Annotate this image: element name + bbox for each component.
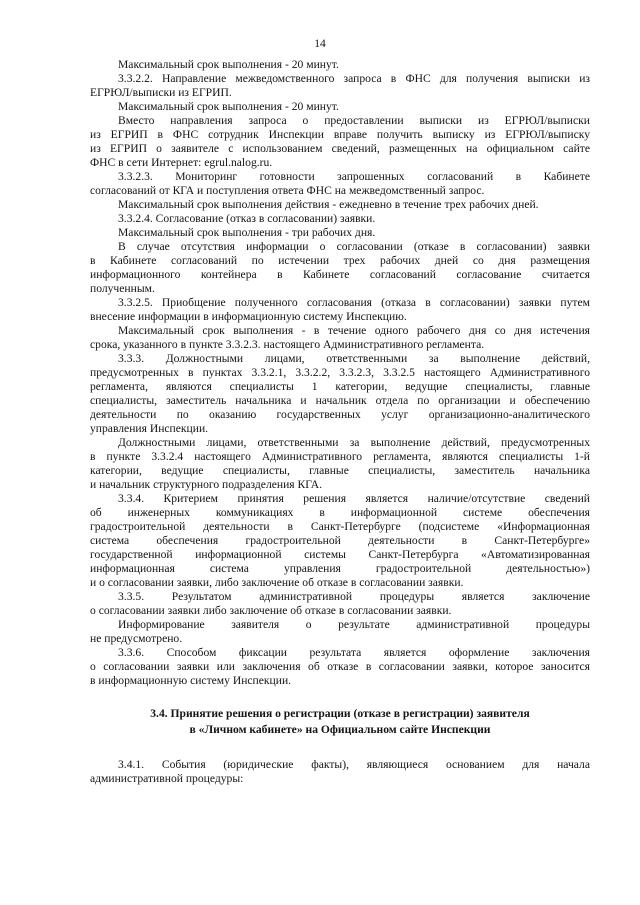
paragraph-cont: о согласовании заявки или заключения об отказе в согласовании заявки, которое заносится	[90, 660, 590, 673]
paragraph-cont: информационного контейнера в Кабинете согласований согласование считается	[90, 268, 590, 281]
paragraph: 3.3.5. Результатом административной процедуры является заключение	[118, 590, 590, 603]
paragraph: 3.3.2.3. Мониторинг готовности запрошенных согласований в Кабинете	[118, 170, 590, 183]
paragraph-cont: ЕГРЮЛ/выписки из ЕГРИП.	[90, 86, 232, 99]
paragraph-cont: и о согласовании заявки, либо заключение об отказе в согласовании заявки.	[90, 576, 464, 589]
paragraph: Вместо направления запроса о предоставлении выписки из ЕГРЮЛ/выписки	[118, 114, 590, 127]
paragraph-cont: внесение информации в информационную систему Инспекцию.	[90, 310, 407, 323]
paragraph-cont: градостроительной деятельности в Санкт-Петербурге (подсистеме «Информационная	[90, 520, 590, 533]
paragraph-cont: в информационную систему Инспекции.	[90, 674, 292, 687]
page-number: 14	[314, 37, 326, 50]
paragraph-cont: в пункте 3.3.2.4 настоящего Административного регламента, являются специалисты 1-й	[90, 450, 590, 463]
paragraph-cont: о согласовании заявки либо заключение об отказе в согласовании заявки.	[90, 604, 452, 617]
paragraph: Максимальный срок выполнения - 20 минут.	[118, 100, 339, 113]
paragraph-cont: деятельности по оказанию государственных услуг организационно-аналитического	[90, 408, 590, 421]
paragraph: Информирование заявителя о результате административной процедуры	[118, 618, 590, 631]
paragraph-cont: об инженерных коммуникациях в информационной системе обеспечения	[90, 506, 590, 519]
paragraph: Максимальный срок выполнения - 20 минут.	[118, 58, 339, 71]
paragraph-cont: специалисты, заместитель начальника и начальник отдела по организации и обеспечению	[90, 394, 590, 407]
paragraph-cont: срока, указанного в пункте 3.3.2.3. настоящего Административного регламента.	[90, 338, 485, 351]
document-body	[90, 58, 590, 786]
paragraph-cont: согласований от КГА и поступления ответа ФНС на межведомственный запрос.	[90, 184, 485, 197]
paragraph-cont: государственной информационной системы Санкт-Петербурга «Автоматизированная	[90, 548, 590, 561]
paragraph-cont: система обеспечения градостроительной деятельности в Санкт-Петербурге»	[90, 534, 590, 547]
paragraph-cont: ФНС в сети Интернет: egrul.nalog.ru.	[90, 156, 273, 169]
paragraph: 3.3.4. Критерием принятия решения является наличие/отсутствие сведений	[118, 492, 590, 505]
paragraph: Максимальный срок выполнения действия - ежедневно в течение трех рабочих дней.	[118, 198, 539, 211]
paragraph: Максимальный срок выполнения - в течение одного рабочего дня со дня истечения	[118, 324, 590, 337]
paragraph-cont: административной процедуры:	[90, 772, 244, 785]
paragraph: 3.3.6. Способом фиксации результата является оформление заключения	[118, 646, 590, 659]
paragraph: Максимальный срок выполнения - три рабочих дня.	[118, 226, 376, 239]
paragraph-cont: полученным.	[90, 282, 155, 295]
section-heading: 3.4. Принятие решения о регистрации (отказе в регистрации) заявителя	[150, 707, 530, 720]
paragraph-cont: категории, ведущие специалисты, главные специалисты, заместитель начальника	[90, 464, 590, 477]
paragraph: Должностными лицами, ответственными за выполнение действий, предусмотренных	[118, 436, 590, 449]
paragraph-cont: в Кабинете согласований по истечении трех рабочих дней со дня размещения	[90, 254, 590, 267]
paragraph: 3.4.1. События (юридические факты), являющиеся основанием для начала	[118, 758, 590, 771]
paragraph: 3.3.2.4. Согласование (отказ в согласовании) заявки.	[118, 212, 376, 225]
paragraph-cont: предусмотренных в пунктах 3.3.2.1, 3.3.2.2, 3.3.2.3, 3.3.2.5 настоящего Административного	[90, 366, 590, 379]
paragraph: В случае отсутствия информации о согласовании (отказе в согласовании) заявки	[118, 240, 590, 253]
paragraph-cont: из ЕГРИП в ФНС сотрудник Инспекции вправе получить выписку из ЕГРЮЛ/выписку	[90, 128, 590, 141]
paragraph: 3.3.2.2. Направление межведомственного запроса в ФНС для получения выписки из	[118, 72, 590, 85]
paragraph-cont: и начальник структурного подразделения КГА.	[90, 478, 322, 491]
paragraph-cont: регламента, являются специалисты 1 категории, ведущие специалисты, главные	[90, 380, 590, 393]
paragraph: 3.3.3. Должностными лицами, ответственными за выполнение действий,	[118, 352, 590, 365]
section-heading-cont: в «Личном кабинете» на Официальном сайте Инспекции	[189, 723, 491, 736]
paragraph-cont: информационная система управления градостроительной деятельностью»)	[90, 562, 590, 575]
paragraph-cont: управления Инспекции.	[90, 422, 209, 435]
paragraph-cont: из ЕГРИП о заявителе с использованием сведений, размещенных на официальном сайте	[90, 142, 590, 155]
paragraph-cont: не предусмотрено.	[90, 632, 183, 645]
paragraph: 3.3.2.5. Приобщение полученного согласования (отказа в согласовании) заявки путем	[118, 296, 590, 309]
